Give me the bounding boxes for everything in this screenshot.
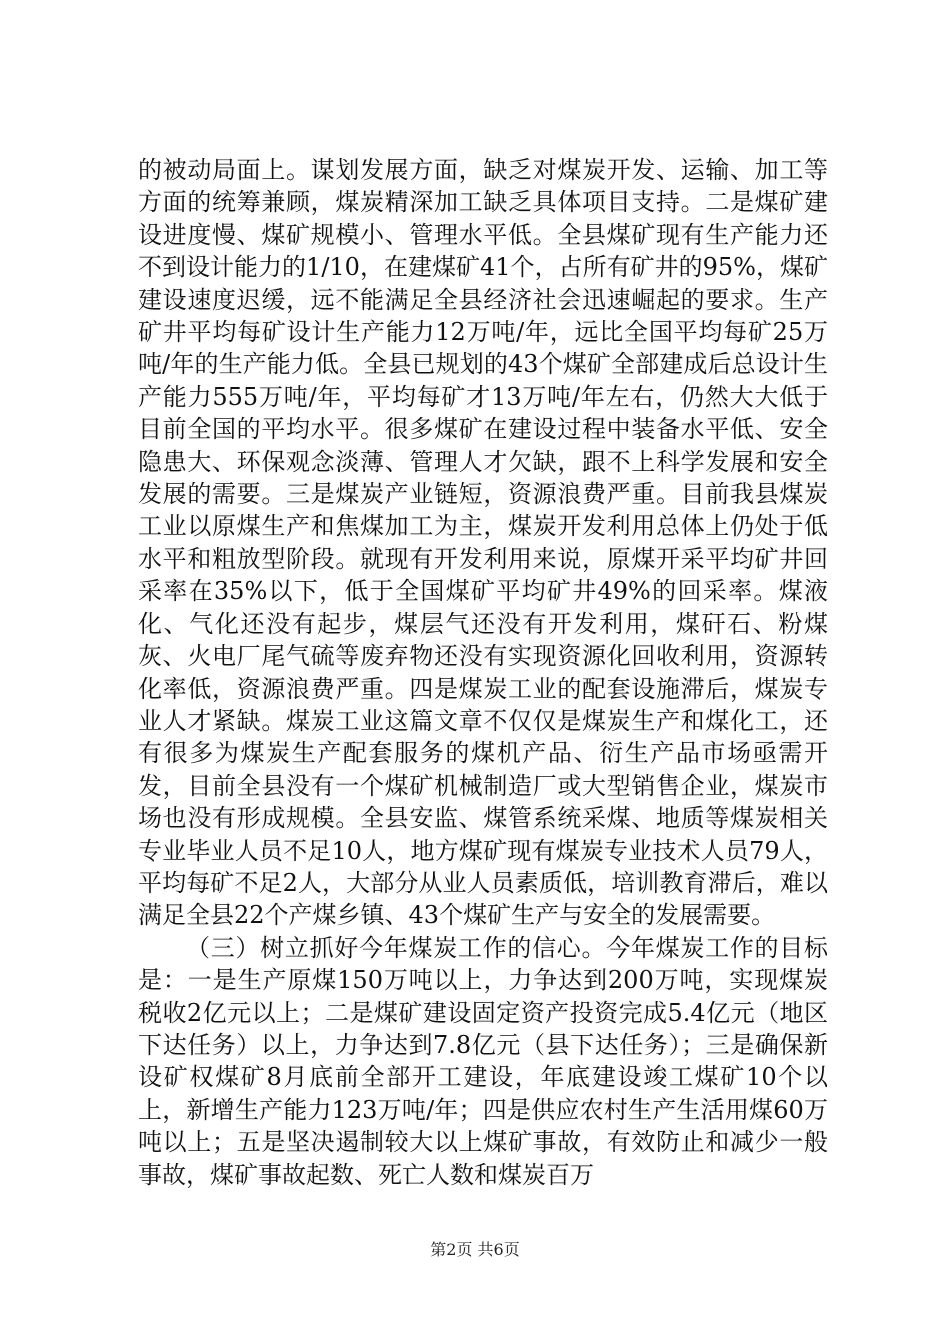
paragraph-coal-goals: （三）树立抓好今年煤炭工作的信心。今年煤炭工作的目标是：一是生产原煤150万吨以上，力争达到200万吨，实现煤炭税收2亿元以上；二是煤矿建设固定资产投资完成5.4亿元（地区下达任务）以上，力争达到7.8亿元（县下达任务）；三是确保新设矿权煤矿8月底前全部开工建设，年底建设竣工煤矿10个以上，新增生产能力123万吨/年；四是供应农村生产生活用煤60万吨以上；五是坚决遏制较大以上煤矿事故，有效防止和减少一般事故，煤矿事故起数、死亡人数和煤炭百万 (138, 933, 828, 1189)
paragraph-coal-problems: 的被动局面上。谋划发展方面，缺乏对煤炭开发、运输、加工等方面的统筹兼顾，煤炭精深加工缺乏具体项目支持。二是煤矿建设进度慢、煤矿规模小、管理水平低。全县煤矿现有生产能力还不到设计能力的1/10，在建煤矿41个，占所有矿井的95%，煤矿建设速度迟缓，远不能满足全县经济社会迅速崛起的要求。生产矿井平均每矿设计生产能力12万吨/年，远比全国平均每矿25万吨/年的生产能力低。全县已规划的43个煤矿全部建成后总设计生产能力555万吨/年，平均每矿才13万吨/年左右，仍然大大低于目前全国的平均水平。很多煤矿在建设过程中装备水平低、安全隐患大、环保观念淡薄、管理人才欠缺，跟不上科学发展和安全发展的需要。三是煤炭产业链短，资源浪费严重。目前我县煤炭工业以原煤生产和焦煤加工为主，煤炭开发利用总体上仍处于低水平和粗放型阶段。就现有开发利用来说，原煤开采平均矿井回采率在35%以下，低于全国煤矿平均矿井49%的回采率。煤液化、气化还没有起步，煤层气还没有开发利用，煤矸石、粉煤灰、火电厂尾气硫等废弃物还没有实现资源化回收利用，资源转化率低，资源浪费严重。四是煤炭工业的配套设施滞后，煤炭专业人才紧缺。煤炭工业这篇文章不仅仅是煤炭生产和煤化工，还有很多为煤炭生产配套服务的煤机产品、衍生产品市场亟需开发，目前全县没有一个煤矿机械制造厂或大型销售企业，煤炭市场也没有形成规模。全县安监、煤管系统采煤、地质等煤炭相关专业毕业人员不足10人，地方煤矿现有煤炭专业技术人员79人，平均每矿不足2人，大部分从业人员素质低，培训教育滞后，难以满足全县22个产煤乡镇、43个煤矿生产与安全的发展需要。 (138, 156, 828, 930)
page-footer: 第2页 共6页 (430, 1240, 520, 1259)
document-body (138, 154, 828, 1191)
